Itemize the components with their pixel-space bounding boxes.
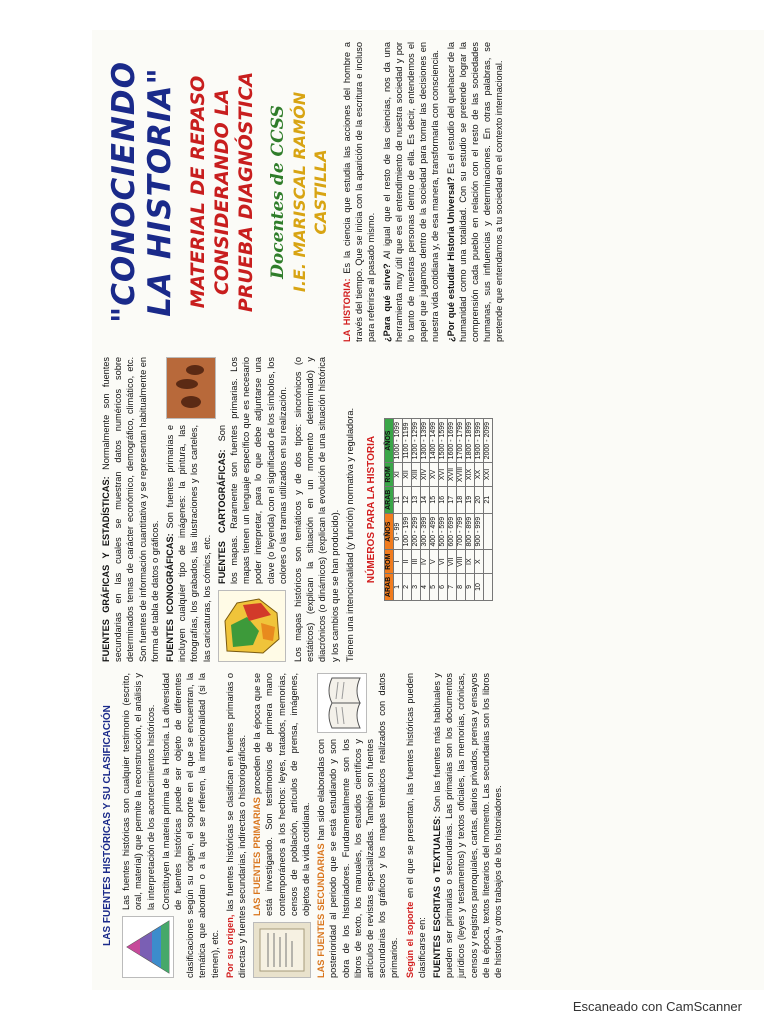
table-cell: VIII <box>457 550 466 573</box>
table-row <box>394 418 403 600</box>
table-cell: IV <box>421 550 430 573</box>
label-fuentes-iconograficas: FUENTES ICONOGRÁFICAS: <box>165 533 176 662</box>
table-cell: 12 <box>403 486 412 513</box>
table-cell: XVIII <box>457 463 466 486</box>
table-cell: 1400 - 1499 <box>430 418 439 462</box>
table-cell: 2 <box>403 573 412 600</box>
table-cell: 16 <box>439 486 448 513</box>
numeros-historia-table <box>384 418 493 601</box>
table-cell: 600 - 699 <box>448 513 457 550</box>
table-cell: I <box>394 550 403 573</box>
table-cell: VI <box>439 550 448 573</box>
table-row <box>475 418 484 600</box>
table-cell: 6 <box>439 573 448 600</box>
table-cell: 700 - 799 <box>457 513 466 550</box>
table-header-cell: ROM <box>385 463 394 486</box>
label-fuentes-secundarias: LAS FUENTES SECUNDARIAS <box>316 843 327 978</box>
table-header-cell: AÑOS <box>385 513 394 550</box>
label-historia-universal: ¿Por qué estudiar Historia Universal? <box>445 176 456 342</box>
table-cell: 10 <box>475 573 484 600</box>
table-cell: 15 <box>430 486 439 513</box>
pyramid-diagram-icon <box>122 916 174 978</box>
paragraph-mapas-historicos: Los mapas históricos son temáticos y de dos tipos: sincrónicos (o estáticos) (explican la situación en un momento determinado) y diacrónicos (o dinámicos) (explican la evolución de una situación histórica y los cambios que se han producido). <box>293 357 340 662</box>
table-row <box>430 418 439 600</box>
table-row <box>484 418 493 600</box>
table-cell: 14 <box>421 486 430 513</box>
table-cell: 800 - 899 <box>466 513 475 550</box>
table-cell: 300 - 399 <box>421 513 430 550</box>
table-row <box>457 418 466 600</box>
table-row <box>421 418 430 600</box>
document-image-icon <box>253 922 311 978</box>
table-cell: 17 <box>448 486 457 513</box>
column-fuentes-historicas <box>100 673 507 978</box>
table-cell: XVI <box>439 463 448 486</box>
table-cell: 0 - 99 <box>394 513 403 550</box>
table-row <box>448 418 457 600</box>
table-cell: XXI <box>484 463 493 486</box>
table-cell: 1 <box>394 573 403 600</box>
table-row <box>403 418 412 600</box>
table-cell: 7 <box>448 573 457 600</box>
table-cell: 1600 - 1699 <box>448 418 457 462</box>
table-cell: 1200 - 1299 <box>412 418 421 462</box>
table-cell: 2000 - 2099 <box>484 418 493 462</box>
paragraph-escritas: FUENTES ESCRITAS o TEXTUALES: Son las fuentes más habituales y pueden ser primarias o secundarias. Las primarias son los documentos jurídicos (leyes y testamentos) y textos oficiales, las memorias, crónicas, censos y registros parroquiales, cartas, diarios privados, prensa y ensayos de la época, textos literarios del momento. Las secundarias son los libros de historia y otros trabajos de los historiadores. <box>432 673 504 978</box>
table-cell: 1100 - 1199 <box>403 418 412 462</box>
paragraph-intencionalidad: Tienen una intencionalidad (y función) normativa y reguladora. <box>344 408 355 662</box>
table-cell: 21 <box>484 486 493 513</box>
table-header-cell: ARAB <box>385 486 394 513</box>
table-cell: 1500 - 1599 <box>439 418 448 462</box>
paragraph-secundarias: LAS FUENTES SECUNDARIAS han sido elaboradas con posterioridad al periodo que se está estudiando y son obra de los historiadores. Fundamentalmente son los libros de texto, los manuales, los estudios científicos y artículos de revistas especializadas. También son fuentes secundarias los gráficos y los mapas temáticos realizados con datos primarios. <box>316 673 400 978</box>
table-row <box>412 418 421 600</box>
table-title-numeros: NÚMEROS PARA LA HISTORIA <box>366 435 378 584</box>
table-cell: II <box>403 550 412 573</box>
table-cell: XIII <box>412 463 421 486</box>
paragraph-historia-universal: ¿Por qué estudiar Historia Universal? Es el estudio del quehacer de la humanidad como una totalidad. Con su estudio se pretende lograr la comprensión cada pueblo en relación con el resto de las sociedades humanas, sus influencias y determinaciones. En otras palabras, se pretende que entendamos a tu sociedad en el contexto internacional. <box>445 42 505 342</box>
table-cell: 200 - 299 <box>412 513 421 550</box>
paragraph-graficas: FUENTES GRÁFICAS Y ESTADÍSTICAS: Normalmente son fuentes secundarias en las cuales se muestran datos numéricos sobre determinados temas de carácter económico, demográfico, climático, etc. Son fuentes de información cuantitativa y se representan habitualmente en forma de tabla de datos o gráficos. <box>101 357 160 662</box>
paragraph-para-que-sirve: ¿Para qué sirve? Al igual que el resto de las ciencias, nos da una herramienta muy útil que es el entendimiento de nuestra sociedad y por lo tanto de nuestras personas dentro de ella. Es decir, entendemos el papel que jugamos dentro de la sociedad para tomar las decisiones en nuestra vida cotidiana y, de esa manera, transformarla con consciencia. <box>381 42 441 342</box>
table-cell: XV <box>430 463 439 486</box>
teachers-credit: Docentes de CCSS <box>268 105 288 279</box>
table-row <box>439 418 448 600</box>
table-cell: 5 <box>430 573 439 600</box>
subtitle-material-repaso: MATERIAL DE REPASO CONSIDERANDO LA PRUEBA DIAGNÓSTICA <box>187 71 257 313</box>
table-cell: 19 <box>466 486 475 513</box>
table-cell: XVII <box>448 463 457 486</box>
paragraph-primarias: LAS FUENTES PRIMARIAS proceden de la época que se está investigando. Son testimonios de primera mano contemporáneos a los hechos: leyes, tratados, memorias, censos de población, artículos de prensa, imágenes, objetos de la vida cotidiana. <box>252 673 312 916</box>
table-cell: 400 - 499 <box>430 513 439 550</box>
table-header-cell: ARAB <box>385 573 394 600</box>
table-cell: 3 <box>412 573 421 600</box>
table-cell: 1800 - 1899 <box>466 418 475 462</box>
table-cell <box>484 573 493 600</box>
paragraph-iconograficas: FUENTES ICONOGRÁFICAS: Son fuentes primarias e incluyen cualquier tipo de imágenes: la pintura, las fotografías, los grabados, las ilustraciones y los carteles, las caricaturas, los cómics, etc. <box>165 425 212 662</box>
label-fuentes-graficas: FUENTES GRÁFICAS Y ESTADÍSTICAS: <box>101 476 111 662</box>
label-fuentes-primarias: LAS FUENTES PRIMARIAS <box>252 797 263 916</box>
label-por-origen: Por su origen, <box>224 914 235 978</box>
open-book-icon <box>317 673 367 733</box>
table-cell <box>484 550 493 573</box>
column-tipos-fuentes <box>100 357 493 662</box>
table-cell: XI <box>394 463 403 486</box>
scanner-watermark: Escaneado con CamScanner <box>572 999 742 1014</box>
label-segun-soporte: Según el soporte <box>404 901 415 978</box>
rotated-flyer <box>92 30 764 990</box>
paragraph-definicion: Las fuentes históricas son cualquier testimonio (escrito, oral, material) que permite la reconstrucción, el análisis y la interpretación de los acontecimientos históricos. <box>121 673 156 910</box>
map-image-icon <box>218 590 286 662</box>
section-title-fuentes: LAS FUENTES HISTÓRICAS Y SU CLASIFICACIÓN <box>102 705 113 946</box>
table-cell: 11 <box>394 486 403 513</box>
table-cell: 18 <box>457 486 466 513</box>
table-row <box>466 418 475 600</box>
table-cell: 1900 - 1999 <box>475 418 484 462</box>
table-cell: V <box>430 550 439 573</box>
table-cell: III <box>412 550 421 573</box>
school-name: I.E. MARISCAL RAMÓN CASTILLA <box>290 91 330 293</box>
table-header-cell: ROM <box>385 550 394 573</box>
table-cell: 100 - 199 <box>403 513 412 550</box>
table-cell: 1700 - 1799 <box>457 418 466 462</box>
label-fuentes-escritas: FUENTES ESCRITAS o TEXTUALES: <box>432 815 443 978</box>
table-cell: 9 <box>466 573 475 600</box>
paragraph-cartograficas: FUENTES CARTOGRÁFICAS: Son los mapas. Raramente son fuentes primarias. Los mapas tienen un lenguaje específico que es necesario poder interpretar, para lo que debe adjuntarse una clave (o leyenda) con el significado de los símbolos, los colores o las tramas utilizados en su realización. <box>216 357 288 584</box>
table-cell: X <box>475 550 484 573</box>
label-para-que-sirve: ¿Para qué sirve? <box>381 263 392 342</box>
table-cell: IX <box>466 550 475 573</box>
label-fuentes-cartograficas: FUENTES CARTOGRÁFICAS: <box>216 449 227 584</box>
main-title: "CONOCIENDO LA HISTORIA" <box>106 60 178 324</box>
table-cell: 13 <box>412 486 421 513</box>
label-la-historia: LA HISTORIA: <box>342 278 352 342</box>
table-body <box>394 418 493 600</box>
table-cell: 500 - 599 <box>439 513 448 550</box>
table-cell: 20 <box>475 486 484 513</box>
table-cell: 8 <box>457 573 466 600</box>
table-header-row <box>385 418 394 600</box>
table-cell: XIV <box>421 463 430 486</box>
table-cell: 1000 - 1099 <box>394 418 403 462</box>
table-cell: XIX <box>466 463 475 486</box>
table-cell <box>484 513 493 550</box>
paragraph-la-historia: LA HISTORIA: Es la ciencia que estudia las acciones del hombre a través del tiempo. Que se inicia con la aparición de la escritura e incluso para referirse al pasado mismo. <box>342 42 377 342</box>
table-cell: XX <box>475 463 484 486</box>
table-cell: VII <box>448 550 457 573</box>
paragraph-por-origen: Por su origen, las fuentes históricas se clasifican en fuentes primarias o directas y fuentes secundarias, indirectas o historiográficas. <box>224 673 248 978</box>
table-header-cell: AÑOS <box>385 418 394 462</box>
table-cell: 900 - 999 <box>475 513 484 550</box>
table-cell: 4 <box>421 573 430 600</box>
paragraph-materia-prima: Constituyen la materia prima de la Historia. La diversidad de fuentes históricas puede ser objeto de diferentes clasificaciones según su origen, el soporte en el que se encuentran, la temática que abordan o a la que se refieren, la intencionalidad (si la tienen), etc. <box>160 673 220 978</box>
cave-painting-icon <box>166 357 216 419</box>
paragraph-soporte: Según el soporte en el que se presentan, las fuentes históricas pueden clasificarse en: <box>404 673 427 978</box>
column-portada <box>100 42 509 342</box>
table-cell: 1300 - 1399 <box>421 418 430 462</box>
table-cell: XII <box>403 463 412 486</box>
